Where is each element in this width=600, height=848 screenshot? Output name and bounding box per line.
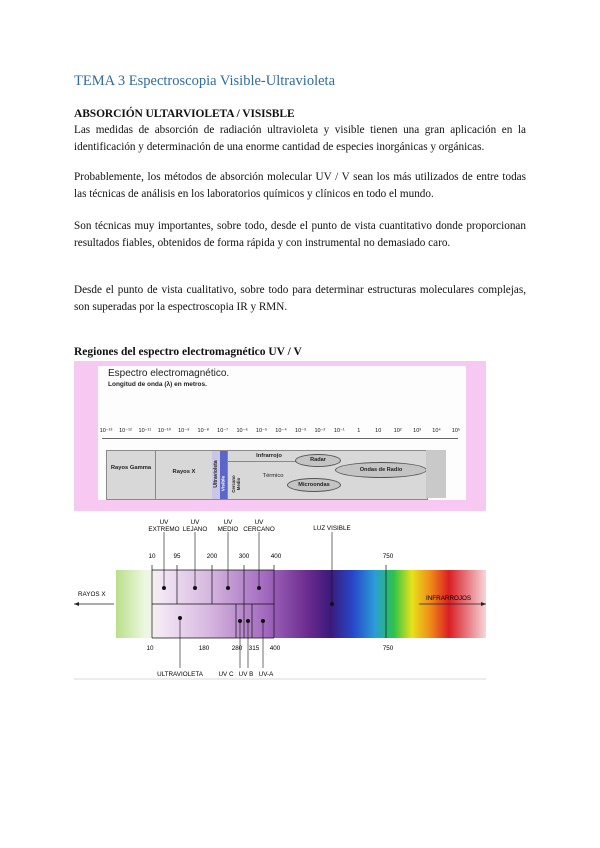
scale-tick: 10⁻⁷ (217, 428, 229, 434)
figure-section-title: Regiones del espectro electromagnético UV / V (74, 346, 302, 358)
label-rayos-x: RAYOS X (78, 591, 106, 598)
top-value-2: 95 (173, 553, 181, 560)
region-ir-near: Cercano Medio (231, 475, 241, 493)
scale-tick: 10 (375, 428, 382, 434)
label-uv-a: UV-A (258, 671, 274, 678)
table-edge (426, 450, 446, 498)
region-table (106, 450, 428, 500)
top-value-6: 750 (382, 553, 394, 560)
scale-tick: 10⁻² (314, 428, 326, 434)
scale-tick: 10⁻¹³ (99, 428, 113, 434)
label-infrarrojos: INFRARROJOS (426, 595, 472, 602)
region-uv: Ultravioleta (213, 460, 219, 488)
scale-tick: 10⁻⁹ (178, 428, 190, 434)
scale-tick: 10⁻⁴ (275, 428, 287, 434)
scale-tick: 10⁻¹⁰ (157, 428, 171, 434)
bottom-value-5: 400 (269, 645, 281, 652)
scale-tick: 10⁻⁵ (255, 428, 268, 434)
paragraph-1: Las medidas de absorción de radiación ultravioleta y visible tienen una gran aplicación en la identificación y determinación de una enorme cantidad de especies inorgánicas y orgánicas. (74, 124, 526, 153)
label-uv-b: UV B (238, 671, 254, 678)
em-spectrum-panel (98, 366, 466, 500)
bottom-value-1: 10 (146, 645, 154, 652)
em-spectrum-subtitle: Longitud de onda (λ) en metros. (108, 381, 207, 388)
label-uv-cercano: UV CERCANO (243, 519, 275, 533)
top-value-3: 200 (206, 553, 218, 560)
label-luz-visible: LUZ VISIBLE (313, 525, 351, 532)
radar-ellipse: Radar (295, 454, 341, 467)
bottom-value-2: 180 (198, 645, 210, 652)
em-spectrum-figure (74, 361, 486, 511)
em-spectrum-title: Espectro electromagnético. (108, 368, 230, 379)
paragraph-3: Son técnicas muy importantes, sobre todo, desde el punto de vista cuantitativo donde proporcionan resultados fiables, obtenidos de forma rápida y con instrumental no demasiado caro. (74, 220, 526, 249)
top-value-4: 300 (238, 553, 250, 560)
region-xray: Rayos X (172, 469, 196, 475)
region-infrared: Infrarrojo (256, 453, 282, 459)
scale-tick: 10⁻¹ (333, 428, 345, 434)
label-uv-extremo: UV EXTREMO (148, 519, 180, 533)
label-ultravioleta: ULTRAVIOLETA (157, 671, 203, 678)
scale-tick: 10² (393, 428, 402, 434)
scale-tick: 10⁻⁸ (197, 428, 209, 434)
top-value-5: 400 (270, 553, 282, 560)
microwave-ellipse: Microondas (287, 478, 341, 492)
label-uv-medio: UV MEDIO (217, 519, 239, 533)
scale-tick: 10⁻¹¹ (138, 428, 152, 434)
uv-visible-spectrum-figure (74, 518, 486, 680)
paragraph-2: Probablemente, los métodos de absorción molecular UV / V sean los más utilizados de entre todas las técnicas de análisis en los laboratorios químicos y clínicos en todo el mundo. (74, 171, 526, 200)
scale-tick: 10⁻³ (295, 428, 306, 434)
region-visible: Visible (221, 475, 227, 492)
scale-tick: 10⁵ (451, 428, 461, 434)
page-title: TEMA 3 Espectroscopia Visible-Ultravioleta (74, 73, 336, 89)
bottom-value-4: 315 (248, 645, 260, 652)
scale-tick: 10⁻⁶ (236, 428, 248, 434)
bottom-value-6: 750 (382, 645, 394, 652)
scale-line (102, 438, 458, 439)
region-thermal: Térmico (262, 473, 284, 479)
divider (155, 451, 156, 499)
region-gamma: Rayos Gamma (110, 465, 152, 471)
label-uv-lejano: UV LEJANO (182, 519, 208, 533)
scale-tick: 10⁴ (432, 428, 441, 434)
divider (227, 451, 228, 499)
scale-tick: 1 (357, 428, 361, 434)
bottom-value-3: 280 (231, 645, 243, 652)
label-uv-c: UV C (218, 671, 234, 678)
paragraph-4: Desde el punto de vista cualitativo, sobre todo para determinar estructuras moleculares complejas, son superadas por la espectroscopia IR y RMN. (74, 284, 526, 313)
scale-tick: 10⁻¹² (119, 428, 132, 434)
top-value-1: 10 (148, 553, 156, 560)
radio-ellipse: Ondas de Radio (335, 462, 427, 478)
section-heading: ABSORCIÓN ULTARVIOLETA / VISISBLE (74, 108, 295, 120)
wavelength-scale (98, 428, 466, 438)
xray-arrowhead (74, 602, 79, 606)
scale-tick: 10³ (413, 428, 422, 434)
